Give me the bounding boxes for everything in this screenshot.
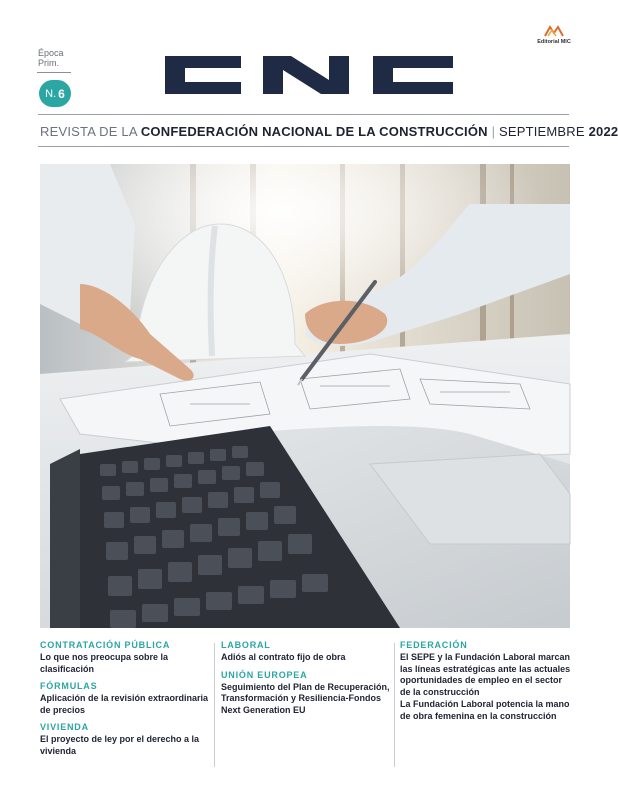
cover-photo-illustration xyxy=(40,164,570,628)
toc-column-1 xyxy=(40,640,210,763)
section-title: UNIÓN EUROPEA xyxy=(221,669,308,680)
cover-photo xyxy=(40,164,570,628)
tagline-organization: CONFEDERACIÓN NACIONAL DE LA CONSTRUCCIÓN xyxy=(140,124,488,139)
section-title: FEDERACIÓN xyxy=(400,640,468,650)
toc-column-2 xyxy=(221,640,391,722)
issue-number-badge xyxy=(39,80,71,107)
article-link[interactable]: El proyecto de ley por el derecho a la vivienda xyxy=(40,734,200,756)
epoca-block xyxy=(38,48,78,68)
epoca-divider xyxy=(37,72,71,73)
masthead-bottom-rule xyxy=(38,146,569,147)
masthead-top-rule xyxy=(38,114,569,115)
toc-column-3 xyxy=(400,640,572,728)
publisher-name: Editorial MIC xyxy=(537,39,571,45)
tagline-month: SEPTIEMBRE xyxy=(498,124,589,139)
issue-number: 6 xyxy=(58,86,65,101)
epoca-label: Época xyxy=(38,48,64,58)
epoca-value: Prim. xyxy=(38,58,59,68)
section-title: LABORAL xyxy=(221,640,271,650)
article-link[interactable]: El SEPE y la Fundación Laboral marcan las líneas estratégicas ante las actuales oportunidades de empleo en el sector de la construcción xyxy=(400,652,571,697)
tagline-prefix: REVISTA DE LA xyxy=(40,124,141,139)
column-divider xyxy=(394,643,395,767)
section-title: VIVIENDA xyxy=(40,722,89,732)
article-link[interactable]: Adiós al contrato fijo de obra xyxy=(221,652,346,662)
column-divider xyxy=(214,643,215,767)
article-link[interactable]: Lo que nos preocupa sobre la clasificación xyxy=(40,652,169,674)
issue-number-prefix: N. xyxy=(45,87,57,100)
article-link[interactable]: Aplicación de la revisión extraordinaria de precios xyxy=(40,693,209,715)
article-link[interactable]: La Fundación Laboral potencia la mano de obra femenina en la construcción xyxy=(400,699,570,721)
article-link[interactable]: Seguimiento del Plan de Recuperación, Transformación y Resiliencia-Fondos Next Generation EU xyxy=(221,681,390,715)
tagline-year: 2022 xyxy=(588,124,618,139)
tagline xyxy=(40,124,618,139)
tagline-separator: | xyxy=(487,124,499,139)
section-title: CONTRATACIÓN PÚBLICA xyxy=(40,640,171,650)
publisher-logo xyxy=(534,24,574,45)
cnc-masthead-logo xyxy=(165,56,453,94)
editorial-mic-logo-icon xyxy=(543,24,565,38)
section-title: FÓRMULAS xyxy=(40,681,98,691)
